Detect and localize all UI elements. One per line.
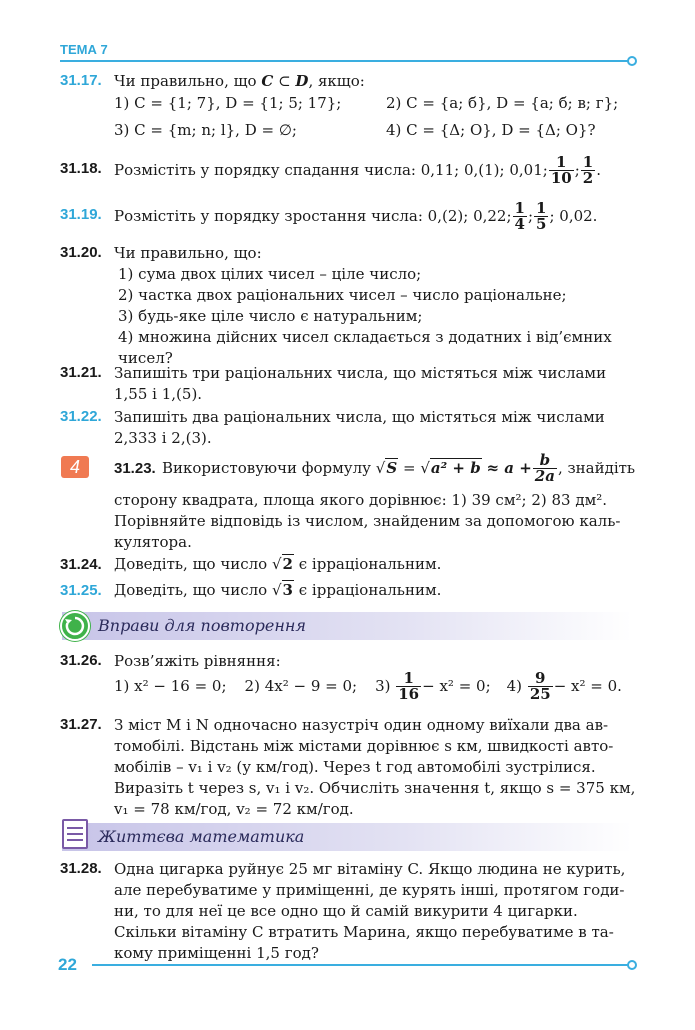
exercise-31-23-formula-line: Використовуючи формулу √S = √a² + b ≈ a + $\frac{b}{2a}$ , знайдіть [162,450,636,485]
exercise-number-31-28: 31.28. [60,860,102,877]
review-exercises-title: Вправи для повторення [98,616,306,635]
exercise-31-17-item-4: 4) C = {Δ; O}, D = {Δ; O}? [386,121,596,139]
exercise-31-20-line-5: чисел? [118,349,173,367]
exercise-31-28-line-1: Одна цигарка руйнує 25 мг вітаміну C. Якщо людина не курить, [114,860,626,878]
fraction-b-2a: $\frac{b}{2a}$ [534,450,555,485]
exercise-31-23-line-2: сторону квадрата, площа якого дорівнює: 1) 39 см²; 2) 83 дм². [114,491,608,509]
exercise-number-31-20: 31.20. [60,244,102,261]
exercise-31-23-line-3: Порівняйте відповідь із числом, знайденим за допомогою каль- [114,512,621,530]
exercise-31-19-text: Розмістіть у порядку зростання числа: 0,(2); 0,22; $\frac{1}{4}$ ; $\frac{1}{5}$ ; 0,02. [114,198,598,233]
exercise-31-27-line-2: томобілі. Відстань між містами дорівнює s км, швидкості авто- [114,737,614,755]
repeat-cycle-icon [60,611,90,641]
exercise-31-28-line-4: Скільки вітаміну C втратить Марина, якщо перебуватиме в та- [114,923,614,941]
level-4-badge-icon: 4 [61,456,89,478]
header-rule [60,60,628,62]
fraction-1-10: $\frac{1}{10}$ [550,152,572,187]
exercise-31-17-item-2: 2) C = {а; б}, D = {а; б; в; г}; [386,94,619,112]
exercise-number-31-25: 31.25. [60,582,102,599]
footer-rule [92,964,628,966]
exercise-number-31-24: 31.24. [60,556,102,573]
exercise-31-27-line-5: v₁ = 78 км/год, v₂ = 72 км/год. [114,800,354,818]
exercise-31-25-text: Доведіть, що число √3 є ірраціональним. [114,581,442,599]
exercise-number-31-21: 31.21. [60,364,102,381]
exercise-number-31-27: 31.27. [60,716,102,733]
exercise-number-31-26: 31.26. [60,652,102,669]
exercise-31-24-text: Доведіть, що число √2 є ірраціональним. [114,555,442,573]
exercise-31-26-equations: 1) x² − 16 = 0; 2) 4x² − 9 = 0; 3) $\frac{1}{16}$ − x² = 0; 4) $\frac{9}{25}$ − x² = 0. [114,668,622,703]
exercise-number-31-19: 31.19. [60,206,102,223]
notepad-icon [62,819,88,849]
exercise-31-21-line-1: Запишіть три раціональних числа, що містяться між числами [114,364,607,382]
exercise-31-17-intro: Чи правильно, що C ⊂ D, якщо: [114,72,365,90]
exercise-31-26-text: Розв’яжіть рівняння: [114,652,281,670]
fraction-1-2: $\frac{1}{2}$ [582,152,594,187]
exercise-31-28-line-3: ни, то для неї це все одно що й самій викурити 4 цигарки. [114,902,578,920]
exercise-31-20-line-3: 3) будь-яке ціле число є натуральним; [118,307,423,325]
exercise-31-20-line-2: 2) частка двох раціональних чисел – число раціональне; [118,286,567,304]
exercise-number-31-23: 31.23. [114,460,156,477]
exercise-31-20-text: Чи правильно, що: [114,244,262,262]
fraction-1-4: $\frac{1}{4}$ [514,198,525,233]
exercise-31-28-line-5: кому приміщенні 1,5 год? [114,944,319,962]
exercise-31-17-item-3: 3) C = {m; n; l}, D = ∅; [114,121,297,139]
exercise-31-20-line-4: 4) множина дійсних чисел складається з додатних і від’ємних [118,328,612,346]
exercise-31-27-line-3: мобілів – v₁ і v₂ (у км/год). Через t год автомобілі зустрілися. [114,758,596,776]
exercise-31-17-item-1: 1) C = {1; 7}, D = {1; 5; 17}; [114,94,342,112]
life-math-title: Життєва математика [98,827,305,846]
exercise-number-31-22: 31.22. [60,408,102,425]
footer-rule-end-icon [627,960,637,970]
exercise-31-18-text: Розмістіть у порядку спадання числа: 0,11; 0,(1); 0,01; $\frac{1}{10}$ ; $\frac{1}{2}$ . [114,152,601,187]
exercise-number-31-17: 31.17. [60,72,102,89]
exercise-31-27-line-1: З міст M і N одночасно назустріч один одному виїхали два ав- [114,716,609,734]
exercise-31-27-line-4: Виразіть t через s, v₁ і v₂. Обчисліть значення t, якщо s = 375 км, [114,779,636,797]
fraction-1-16: $\frac{1}{16}$ [398,668,420,703]
fraction-1-5: $\frac{1}{5}$ [536,198,547,233]
exercise-number-31-18: 31.18. [60,160,102,177]
exercise-31-20-line-1: 1) сума двох цілих чисел – ціле число; [118,265,422,283]
page-number: 22 [58,955,77,974]
exercise-31-23-line-4: кулятора. [114,533,192,551]
topic-header: ТЕМА 7 [60,42,108,57]
exercise-31-21-line-2: 1,55 і 1,(5). [114,385,203,403]
exercise-31-22-line-2: 2,333 і 2,(3). [114,429,212,447]
fraction-9-25: $\frac{9}{25}$ [529,668,551,703]
exercise-31-28-line-2: але перебуватиме у приміщенні, де курять інші, протягом годи- [114,881,625,899]
exercise-31-22-line-1: Запишіть два раціональних числа, що містяться між числами [114,408,605,426]
header-rule-end-icon [627,56,637,66]
